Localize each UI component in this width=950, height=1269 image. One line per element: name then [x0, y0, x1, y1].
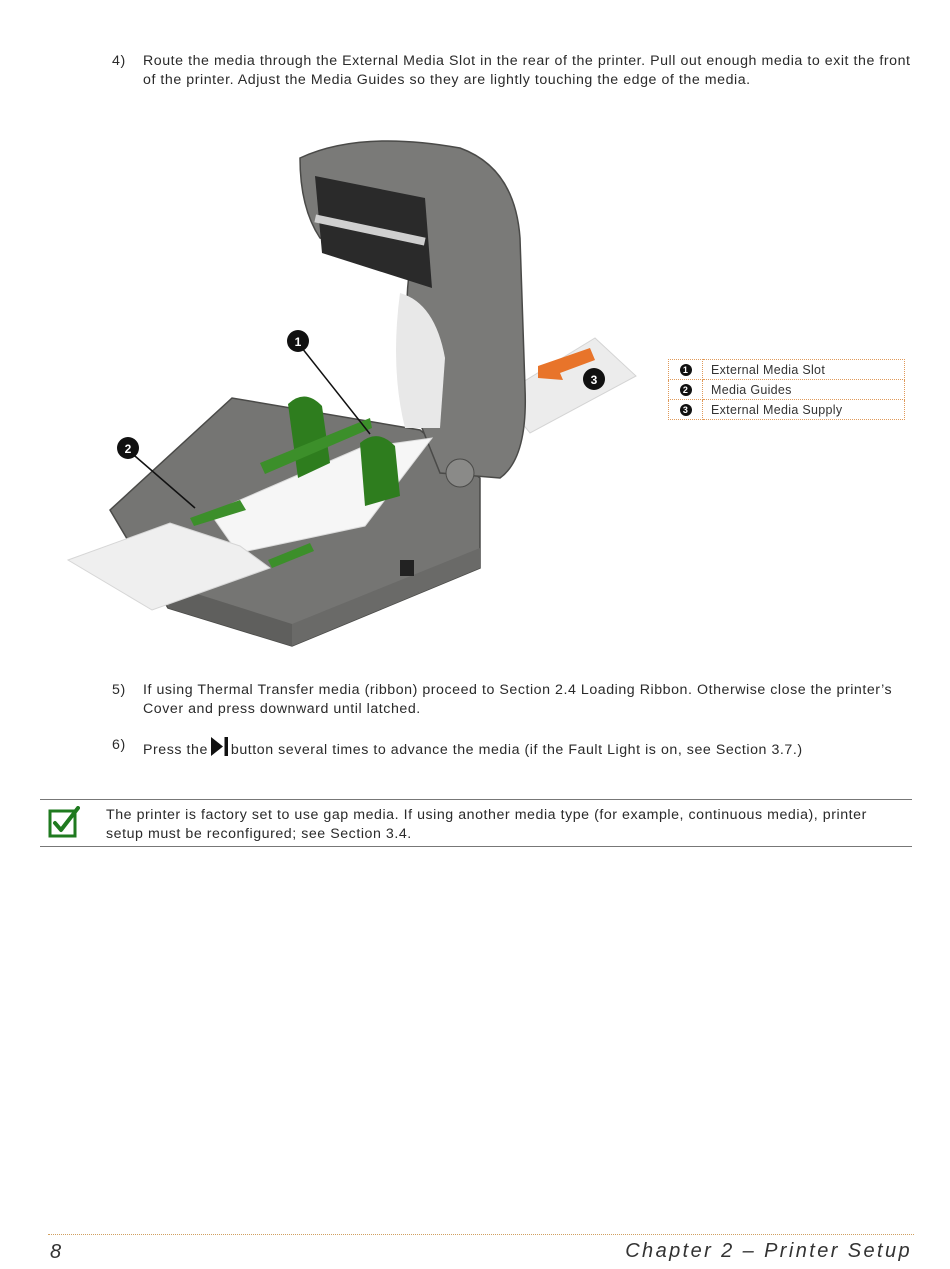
footer-divider: [48, 1234, 914, 1235]
legend-row: [669, 400, 905, 420]
legend-table: [668, 359, 905, 420]
step-text-before: Press the: [143, 742, 208, 758]
page-number: 8: [50, 1241, 62, 1263]
printer-media-loading-illustration: [60, 128, 650, 658]
legend-label: External Media Supply: [703, 400, 905, 420]
legend-label: External Media Slot: [703, 360, 905, 380]
legend-marker: 1: [680, 364, 692, 376]
chapter-title: Chapter 2 – Printer Setup: [625, 1240, 912, 1262]
callout-1: 1: [294, 335, 302, 349]
step-text: Route the media through the External Media Slot in the rear of the printer. Pull out enough media to exit the front of the printer. Adjust the Media Guides so they are lightly touching the edge of the media.: [143, 53, 911, 88]
legend-label: Media Guides: [703, 380, 905, 400]
legend-marker: 2: [680, 384, 692, 396]
step-text-after: button several times to advance the media (if the Fault Light is on, see Section 3.7.): [230, 742, 803, 758]
feed-button-icon: [210, 736, 229, 757]
note-text: The printer is factory set to use gap media. If using another media type (for example, continuous media), printer setup must be reconfigured; see Section 3.4.: [106, 807, 867, 842]
step-text: [143, 736, 913, 760]
step-number: 5): [112, 682, 126, 698]
legend-row: [669, 380, 905, 400]
step-number: 4): [112, 53, 126, 69]
callout-3: 3: [590, 373, 598, 387]
note-box: [40, 799, 912, 847]
legend-marker: 3: [680, 404, 692, 416]
step-number: 6): [112, 737, 126, 753]
step-text: If using Thermal Transfer media (ribbon) proceed to Section 2.4 Loading Ribbon. Otherwise close the printer’s Cover and press downward until latched.: [143, 682, 893, 717]
legend-row: [669, 360, 905, 380]
callout-2: 2: [124, 442, 132, 456]
checkmark-icon: [48, 806, 80, 838]
